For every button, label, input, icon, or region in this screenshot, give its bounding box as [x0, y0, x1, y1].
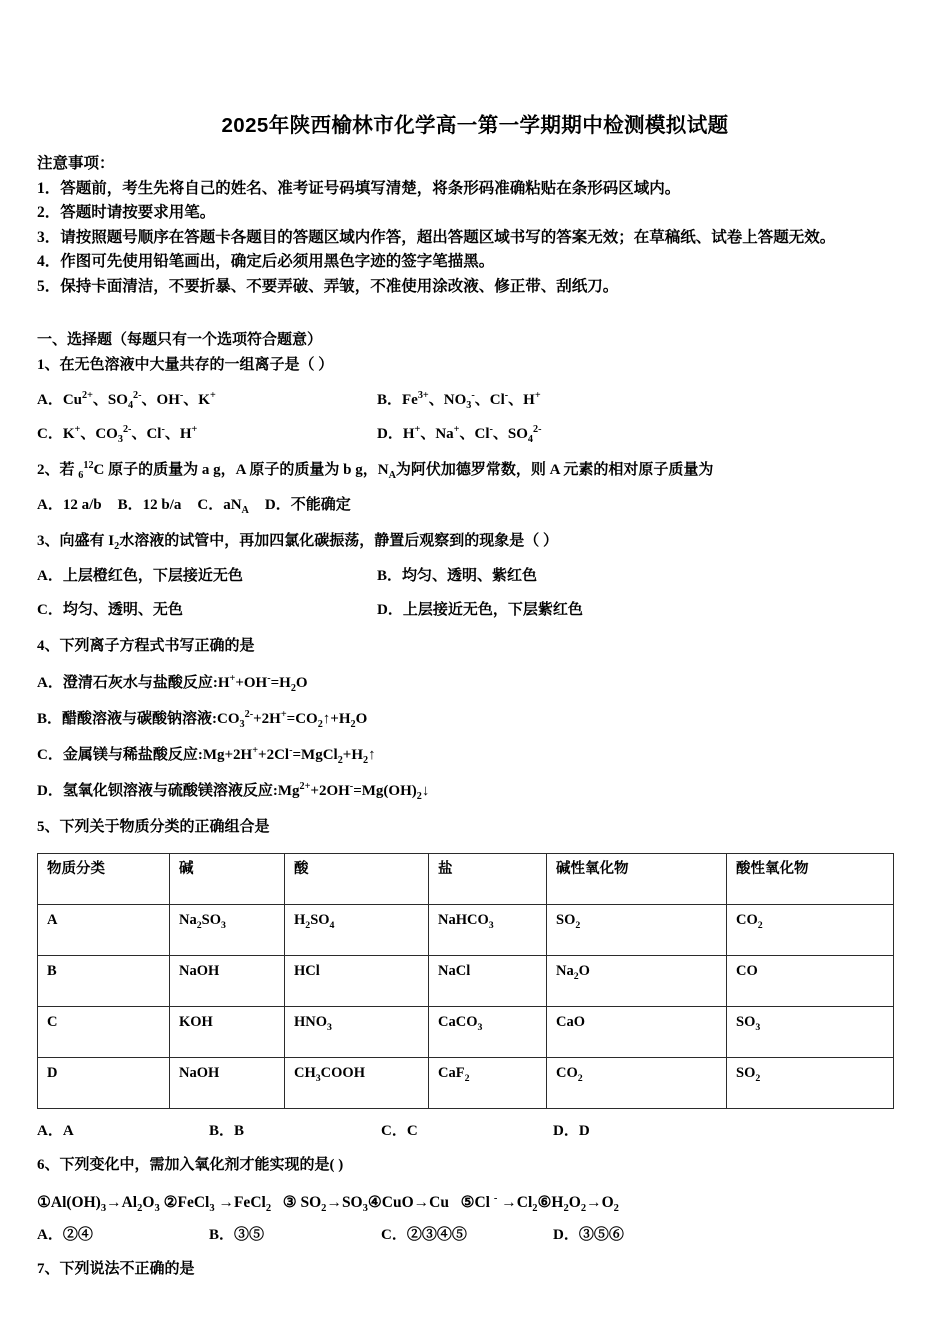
table-cell: $SO_3$	[727, 1007, 894, 1058]
question-2-options-row	[37, 495, 913, 516]
question-4-option-a[interactable]: A．澄清石灰水与盐酸反应$:H^++OH^-=H_2O$	[37, 673, 308, 695]
table-row	[38, 956, 894, 1007]
table-cell: CaO	[547, 1007, 727, 1058]
question-2-option-c[interactable]: C．$aN_A$	[197, 497, 249, 517]
table-cell: NaHCO$_3$	[429, 905, 547, 956]
question-5-option-d[interactable]: D．D	[553, 1123, 590, 1140]
table-cell: $CH_3COOH$	[285, 1058, 429, 1109]
table-row	[38, 905, 894, 956]
question-6-option-c[interactable]: C．②③④⑤	[381, 1227, 467, 1244]
table-cell: CaCO$_3$	[429, 1007, 547, 1058]
table-cell: $Na_2O$	[547, 956, 727, 1007]
table-cell: $Na_2SO_3$	[170, 905, 285, 956]
table-header-cell: 盐	[429, 854, 547, 905]
question-1-option-a[interactable]: A．$Cu^{2+}$、$SO_4^{2-}$、OH-、K+	[37, 390, 216, 412]
question-5-option-c[interactable]: C．C	[381, 1123, 418, 1140]
question-6-options-row	[37, 1223, 913, 1244]
table-header-cell: 碱性氧化物	[547, 854, 727, 905]
question-6-option-d[interactable]: D．③⑤⑥	[553, 1227, 624, 1244]
question-6-changes-list: $①Al(OH)_3\to Al_2O_3$ ②FeCl$_3$ →FeCl$_2$ ③ $SO_2\to SO_3④CuO\to Cu$ ⑤Cl $^- \to Cl_2⑥H_2O_2\to O_2$	[37, 1193, 619, 1215]
table-header-cell: 酸性氧化物	[727, 854, 894, 905]
table-cell: CaF$_2$	[429, 1058, 547, 1109]
table-cell: $HNO_3$	[285, 1007, 429, 1058]
question-7-stem: 7、下列说法不正确的是	[37, 1261, 195, 1278]
question-1-option-d[interactable]: D．H+、Na+、Cl-、$SO_4^{2-}$	[377, 424, 542, 446]
question-1-options-row-2	[37, 424, 913, 445]
question-4-option-b[interactable]: B．醋酸溶液与碳酸钠溶液$:CO_3^{2-}+2H^+=CO_2↑+H_2O$	[37, 709, 368, 731]
notice-list	[37, 177, 913, 300]
question-5-options-row	[37, 1119, 913, 1140]
notice-heading: 注意事项：	[37, 155, 115, 172]
question-2-option-d[interactable]: D．不能确定	[264, 497, 351, 514]
table-cell-label: D	[38, 1058, 170, 1109]
notice-item-5: 5．保持卡面清洁，不要折暴、不要弄破、弄皱，不准使用涂改液、修正带、刮纸刀。	[37, 277, 619, 295]
table-cell: $H_2SO_4$	[285, 905, 429, 956]
table-cell: $SO_2$	[547, 905, 727, 956]
notice-item-4: 4．作图可先使用铅笔画出，确定后必须用黑色字迹的签字笔描黑。	[37, 253, 495, 271]
question-1-option-c[interactable]: C．K+、$CO_3^{2-}$、Cl-、H+	[37, 424, 198, 446]
question-3-options-row-2	[37, 600, 913, 621]
document-body	[37, 152, 913, 1281]
table-cell-label: B	[38, 956, 170, 1007]
notice-item-1: 1．答题前，考生先将自己的姓名、准考证号码填写清楚，将条形码准确粘贴在条形码区域内。	[37, 179, 681, 197]
question-1-stem: 1、在无色溶液中大量共存的一组离子是（ ）	[37, 357, 334, 374]
question-2-option-a[interactable]: A．12 a/b	[37, 497, 102, 514]
question-6-stem: 6、下列变化中，需加入氧化剂才能实现的是( )	[37, 1157, 344, 1174]
question-3-options-row-1	[37, 566, 913, 587]
question-1-option-b[interactable]: B．$Fe^{3+}$、$NO_3^-$、Cl-、H+	[377, 390, 541, 412]
table-header-cell: 酸	[285, 854, 429, 905]
question-4-option-d[interactable]: D．氢氧化钡溶液与硫酸镁溶液反应$:Mg^{2+}+2OH^-=Mg(OH)_2↓$	[37, 781, 430, 803]
table-cell: $CO_2$	[727, 905, 894, 956]
question-2-stem: 2、若 $_6^{12}$C 原子的质量为 a g，A 原子的质量为 b g，$N_A$为阿伏加德罗常数，则 A 元素的相对原子质量为	[37, 460, 714, 482]
question-6-option-a[interactable]: A．②④	[37, 1227, 93, 1244]
question-6-option-b[interactable]: B．③⑤	[209, 1227, 265, 1244]
table-header-cell: 物质分类	[38, 854, 170, 905]
question-4-option-c[interactable]: C．金属镁与稀盐酸反应$:Mg+2H^++2Cl^-=MgCl_2+H_2↑$	[37, 745, 376, 767]
question-3-option-c[interactable]: C．均匀、透明、无色	[37, 602, 183, 619]
question-1-options-row-1	[37, 390, 913, 411]
notice-item-2: 2．答题时请按要求用笔。	[37, 204, 216, 222]
table-cell-label: A	[38, 905, 170, 956]
table-cell: NaOH	[170, 1058, 285, 1109]
question-5-stem: 5、下列关于物质分类的正确组合是	[37, 819, 270, 836]
page-title: 2025年陕西榆林市化学高一第一学期期中检测模拟试题	[221, 114, 729, 137]
table-header-row	[38, 854, 894, 905]
table-cell: HCl	[285, 956, 429, 1007]
notice-item-3: 3．请按照题号顺序在答题卡各题目的答题区域内作答，超出答题区域书写的答案无效；在草稿纸、试卷上答题无效。	[37, 228, 836, 246]
table-cell: NaCl	[429, 956, 547, 1007]
table-cell-label: C	[38, 1007, 170, 1058]
table-cell: NaOH	[170, 956, 285, 1007]
section-heading-choice: 一、选择题（每题只有一个选项符合题意）	[37, 332, 323, 349]
question-4-stem: 4、下列离子方程式书写正确的是	[37, 638, 255, 655]
substance-classification-table	[37, 853, 894, 1109]
table-header-cell: 碱	[170, 854, 285, 905]
question-5-option-b[interactable]: B．B	[209, 1123, 245, 1140]
table-cell: KOH	[170, 1007, 285, 1058]
question-3-option-b[interactable]: B．均匀、透明、紫红色	[377, 568, 538, 585]
question-3-option-a[interactable]: A．上层橙红色，下层接近无色	[37, 568, 243, 585]
table-row	[38, 1058, 894, 1109]
question-5-option-a[interactable]: A．A	[37, 1123, 74, 1140]
table-cell: CO	[727, 956, 894, 1007]
table-cell: $CO_2$	[547, 1058, 727, 1109]
table-row	[38, 1007, 894, 1058]
question-2-option-b[interactable]: B．12 b/a	[117, 497, 182, 514]
question-3-option-d[interactable]: D．上层接近无色，下层紫红色	[377, 602, 583, 619]
question-3-stem: 3、向盛有 $I_2$水溶液的试管中，再加四氯化碳振荡，静置后观察到的现象是（ ）	[37, 533, 558, 553]
table-cell: $SO_2$	[727, 1058, 894, 1109]
